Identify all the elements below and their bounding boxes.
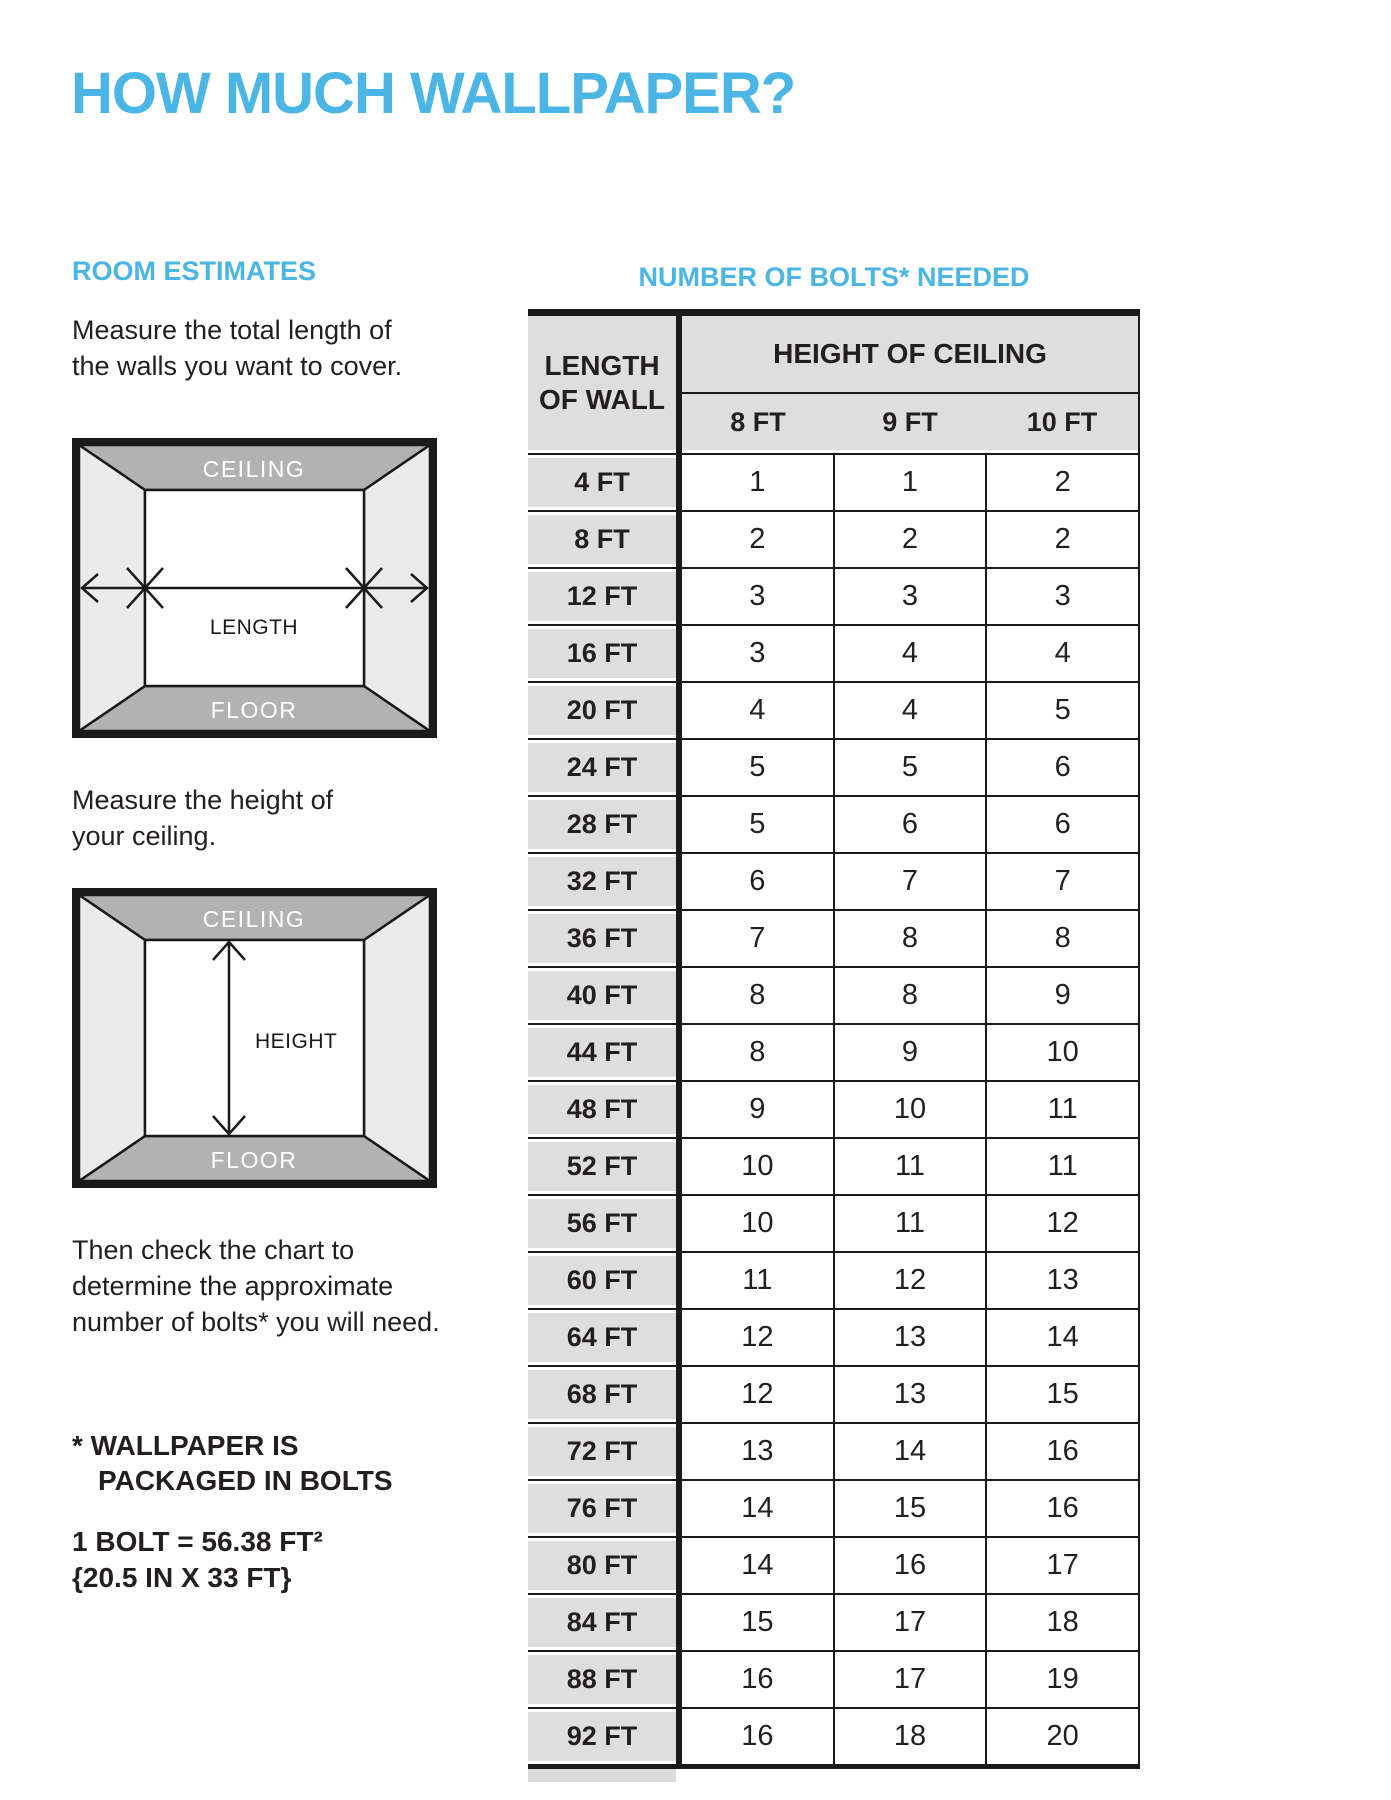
table-row bbox=[528, 1308, 1140, 1365]
wall-length-label: 8 FT bbox=[528, 515, 676, 564]
bolt-spec: 1 BOLT = 56.38 FT² {20.5 IN X 33 FT} bbox=[72, 1526, 323, 1593]
table-row bbox=[528, 966, 1140, 1023]
bolts-cell-8ft: 5 bbox=[682, 797, 835, 852]
right-wall bbox=[364, 895, 430, 1181]
length-dimension-label: LENGTH bbox=[209, 616, 299, 639]
bolts-cell-9ft: 10 bbox=[835, 1082, 988, 1137]
bolts-cell-10ft: 19 bbox=[987, 1652, 1140, 1707]
table-body bbox=[528, 453, 1140, 1764]
bolts-cell-8ft: 9 bbox=[682, 1082, 835, 1137]
column-header-9ft: 9 FT bbox=[882, 406, 938, 437]
bolts-cell-9ft: 17 bbox=[835, 1595, 988, 1650]
wall-length-label: 80 FT bbox=[528, 1541, 676, 1590]
wall-length-label: 12 FT bbox=[528, 572, 676, 621]
wall-length-label: 20 FT bbox=[528, 686, 676, 735]
bolts-cell-8ft: 12 bbox=[682, 1367, 835, 1422]
table-row bbox=[528, 1251, 1140, 1308]
measure-height-text: Measure the height of your ceiling. bbox=[72, 785, 334, 851]
table-row bbox=[528, 738, 1140, 795]
bolts-cell-8ft: 10 bbox=[682, 1139, 835, 1194]
table-row bbox=[528, 1536, 1140, 1593]
wall-length-label: 32 FT bbox=[528, 857, 676, 906]
bolts-cell-10ft: 9 bbox=[987, 968, 1140, 1023]
wall-length-label: 52 FT bbox=[528, 1142, 676, 1191]
wall-length-label: 36 FT bbox=[528, 914, 676, 963]
bolts-cell-9ft: 14 bbox=[835, 1424, 988, 1479]
table-row bbox=[528, 1194, 1140, 1251]
room-height-diagram bbox=[72, 888, 437, 1188]
bolts-cell-9ft: 7 bbox=[835, 854, 988, 909]
bolts-cell-10ft: 6 bbox=[987, 740, 1140, 795]
bolts-cell-8ft: 10 bbox=[682, 1196, 835, 1251]
bolts-cell-10ft: 16 bbox=[987, 1424, 1140, 1479]
bolts-cell-9ft: 11 bbox=[835, 1196, 988, 1251]
cropped-row-stub bbox=[528, 1769, 676, 1782]
bolts-cell-8ft: 14 bbox=[682, 1538, 835, 1593]
bolts-cell-10ft: 3 bbox=[987, 569, 1140, 624]
bolts-cell-9ft: 6 bbox=[835, 797, 988, 852]
wall-length-label: 40 FT bbox=[528, 971, 676, 1020]
ceiling-height-columns bbox=[682, 394, 1138, 450]
bolts-cell-8ft: 15 bbox=[682, 1595, 835, 1650]
table-row bbox=[528, 1365, 1140, 1422]
bolts-cell-8ft: 7 bbox=[682, 911, 835, 966]
table-row bbox=[528, 681, 1140, 738]
bolts-cell-8ft: 8 bbox=[682, 968, 835, 1023]
wall-length-label: 4 FT bbox=[528, 458, 676, 507]
table-row bbox=[528, 567, 1140, 624]
bolts-cell-9ft: 4 bbox=[835, 626, 988, 681]
room-perspective-length-illustration bbox=[72, 438, 437, 738]
floor-label: FLOOR bbox=[210, 697, 298, 723]
height-of-ceiling-header: HEIGHT OF CEILING bbox=[682, 316, 1138, 394]
table-row bbox=[528, 909, 1140, 966]
bolts-cell-8ft: 2 bbox=[682, 512, 835, 567]
bolts-footnote: * WALLPAPER IS PACKAGED IN BOLTS bbox=[72, 1430, 393, 1496]
bolts-cell-9ft: 13 bbox=[835, 1310, 988, 1365]
wall-length-label: 56 FT bbox=[528, 1199, 676, 1248]
bolts-cell-10ft: 2 bbox=[987, 512, 1140, 567]
bolts-cell-9ft: 4 bbox=[835, 683, 988, 738]
bolts-cell-10ft: 6 bbox=[987, 797, 1140, 852]
page-title: HOW MUCH WALLPAPER? bbox=[71, 61, 796, 126]
bolts-cell-8ft: 3 bbox=[682, 626, 835, 681]
bolts-cell-9ft: 1 bbox=[835, 455, 988, 510]
wall-length-label: 16 FT bbox=[528, 629, 676, 678]
table-row bbox=[528, 1023, 1140, 1080]
table-row bbox=[528, 1650, 1140, 1707]
bolts-cell-8ft: 16 bbox=[682, 1709, 835, 1764]
bolts-cell-9ft: 8 bbox=[835, 968, 988, 1023]
table-row bbox=[528, 852, 1140, 909]
bolts-cell-10ft: 13 bbox=[987, 1253, 1140, 1308]
bolts-cell-9ft: 3 bbox=[835, 569, 988, 624]
bolts-cell-10ft: 20 bbox=[987, 1709, 1140, 1764]
table-row bbox=[528, 1137, 1140, 1194]
table-row bbox=[528, 510, 1140, 567]
bolts-cell-8ft: 5 bbox=[682, 740, 835, 795]
bolts-cell-9ft: 17 bbox=[835, 1652, 988, 1707]
bolts-cell-9ft: 18 bbox=[835, 1709, 988, 1764]
bolts-cell-8ft: 11 bbox=[682, 1253, 835, 1308]
bolts-cell-10ft: 5 bbox=[987, 683, 1140, 738]
table-row bbox=[528, 1479, 1140, 1536]
length-of-wall-header: LENGTH OF WALL bbox=[528, 316, 682, 453]
bolts-cell-9ft: 13 bbox=[835, 1367, 988, 1422]
bolts-cell-8ft: 4 bbox=[682, 683, 835, 738]
wall-length-label: 76 FT bbox=[528, 1484, 676, 1533]
bolts-table bbox=[528, 309, 1140, 1769]
bolts-cell-9ft: 15 bbox=[835, 1481, 988, 1536]
bolts-cell-8ft: 14 bbox=[682, 1481, 835, 1536]
bolts-cell-10ft: 7 bbox=[987, 854, 1140, 909]
wall-length-label: 48 FT bbox=[528, 1085, 676, 1134]
wall-length-label: 68 FT bbox=[528, 1370, 676, 1419]
bolts-cell-9ft: 12 bbox=[835, 1253, 988, 1308]
ceiling-label: CEILING bbox=[202, 906, 306, 932]
bolts-cell-10ft: 14 bbox=[987, 1310, 1140, 1365]
bolts-cell-9ft: 9 bbox=[835, 1025, 988, 1080]
wall-length-label: 60 FT bbox=[528, 1256, 676, 1305]
table-row bbox=[528, 1080, 1140, 1137]
wall-length-label: 84 FT bbox=[528, 1598, 676, 1647]
measure-length-text: Measure the total length of the walls you want to cover. bbox=[72, 315, 403, 381]
bolts-cell-10ft: 10 bbox=[987, 1025, 1140, 1080]
wall-length-label: 92 FT bbox=[528, 1712, 676, 1761]
room-estimates-heading: ROOM ESTIMATES bbox=[72, 256, 317, 286]
check-chart-text: Then check the chart to determine the approximate number of bolts* you will need. bbox=[72, 1235, 440, 1337]
wall-length-label: 44 FT bbox=[528, 1028, 676, 1077]
table-header bbox=[528, 316, 1140, 453]
bolts-cell-10ft: 15 bbox=[987, 1367, 1140, 1422]
bolts-cell-8ft: 1 bbox=[682, 455, 835, 510]
table-row bbox=[528, 1422, 1140, 1479]
bolts-cell-8ft: 16 bbox=[682, 1652, 835, 1707]
table-row bbox=[528, 795, 1140, 852]
table-row bbox=[528, 1593, 1140, 1650]
floor-label: FLOOR bbox=[210, 1147, 298, 1173]
bolts-cell-9ft: 2 bbox=[835, 512, 988, 567]
bolts-cell-10ft: 8 bbox=[987, 911, 1140, 966]
bolts-cell-8ft: 6 bbox=[682, 854, 835, 909]
wall-length-label: 28 FT bbox=[528, 800, 676, 849]
bolts-cell-9ft: 16 bbox=[835, 1538, 988, 1593]
column-header-8ft: 8 FT bbox=[730, 406, 786, 437]
bolts-cell-10ft: 12 bbox=[987, 1196, 1140, 1251]
bolts-cell-9ft: 11 bbox=[835, 1139, 988, 1194]
room-perspective-height-illustration bbox=[72, 888, 437, 1188]
table-row bbox=[528, 453, 1140, 510]
table-row bbox=[528, 624, 1140, 681]
bolts-cell-10ft: 16 bbox=[987, 1481, 1140, 1536]
bolts-cell-8ft: 13 bbox=[682, 1424, 835, 1479]
bolts-cell-9ft: 5 bbox=[835, 740, 988, 795]
wall-length-label: 72 FT bbox=[528, 1427, 676, 1476]
wall-length-label: 88 FT bbox=[528, 1655, 676, 1704]
bolts-cell-8ft: 3 bbox=[682, 569, 835, 624]
bolts-cell-8ft: 8 bbox=[682, 1025, 835, 1080]
bolts-cell-10ft: 2 bbox=[987, 455, 1140, 510]
bolts-needed-heading: NUMBER OF BOLTS* NEEDED bbox=[638, 262, 1030, 292]
bolts-cell-10ft: 11 bbox=[987, 1139, 1140, 1194]
bolts-cell-10ft: 11 bbox=[987, 1082, 1140, 1137]
bolts-cell-10ft: 4 bbox=[987, 626, 1140, 681]
left-wall bbox=[79, 895, 145, 1181]
bolts-cell-10ft: 17 bbox=[987, 1538, 1140, 1593]
column-header-10ft: 10 FT bbox=[1026, 406, 1098, 437]
ceiling-label: CEILING bbox=[202, 456, 306, 482]
bolts-cell-10ft: 18 bbox=[987, 1595, 1140, 1650]
height-dimension-label: HEIGHT bbox=[255, 1030, 338, 1053]
room-length-diagram bbox=[72, 438, 437, 738]
wall-length-label: 64 FT bbox=[528, 1313, 676, 1362]
wall-length-label: 24 FT bbox=[528, 743, 676, 792]
bolts-cell-9ft: 8 bbox=[835, 911, 988, 966]
table-row bbox=[528, 1707, 1140, 1764]
bolts-cell-8ft: 12 bbox=[682, 1310, 835, 1365]
